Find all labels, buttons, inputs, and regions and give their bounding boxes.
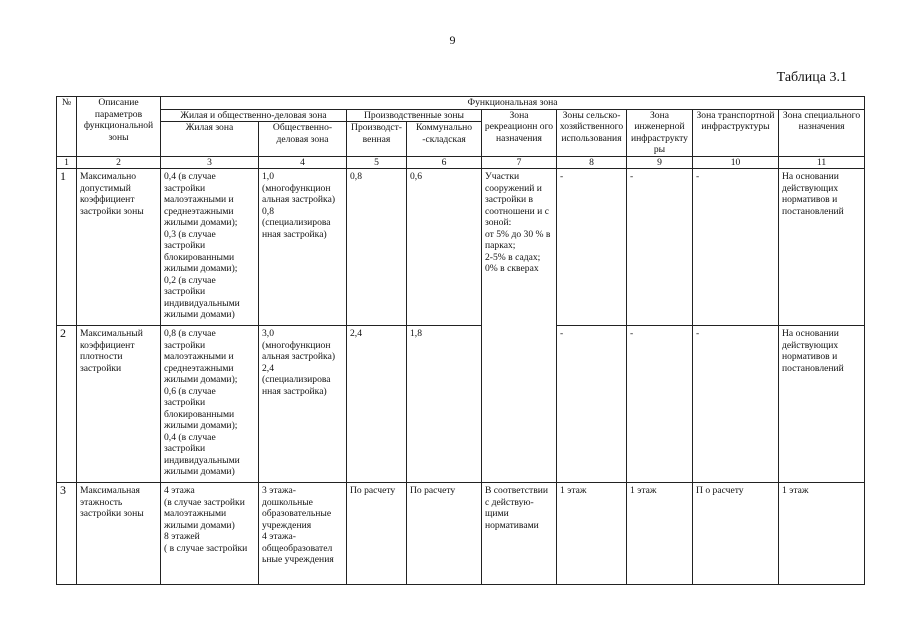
cell-special: На основании действующих нормативов и постановлений: [779, 169, 865, 326]
header-production-group: Производственные зоны: [347, 109, 482, 122]
row-number: 3: [57, 483, 77, 585]
cell-residential: 4 этажа (в случае застройки малоэтажными жилыми домами) 8 этажей ( в случае застройки: [161, 483, 259, 585]
row-description: Максимально допустимый коэффициент застройки зоны: [77, 169, 161, 326]
row-number: 2: [57, 326, 77, 483]
cell-agricultural: 1 этаж: [557, 483, 627, 585]
row-number: 1: [57, 169, 77, 326]
header-functional-zone: Функциональная зона: [161, 97, 865, 110]
col-number: 9: [627, 156, 693, 169]
cell-recreation: Участки сооружений и застройки в соотношени и с зоной: от 5% до 30 % в парках; 2-5% в садах; 0% в скверах: [482, 169, 557, 483]
header-col-residential: Жилая зона: [161, 122, 259, 157]
cell-special: На основании действующих нормативов и постановлений: [779, 326, 865, 483]
header-num: №: [57, 97, 77, 157]
header-col-engineering: Зона инженерной инфраструкту ры: [627, 109, 693, 156]
table-row: [57, 169, 865, 326]
col-number: 8: [557, 156, 627, 169]
cell-public: 3,0 (многофункцион альная застройка) 2,4 (специализирова нная застройка): [259, 326, 347, 483]
col-number: 7: [482, 156, 557, 169]
header-col-agricultural: Зоны сельско-хозяйственного использования: [557, 109, 627, 156]
cell-transport: -: [693, 169, 779, 326]
cell-communal: По расчету: [407, 483, 482, 585]
cell-public: 3 этажа-дошкольные образовательные учреждения 4 этажа-общеобразовател ьные учреждения: [259, 483, 347, 585]
col-number: 5: [347, 156, 407, 169]
col-number: 10: [693, 156, 779, 169]
cell-special: 1 этаж: [779, 483, 865, 585]
cell-residential: 0,8 (в случае застройки малоэтажными и среднеэтажными жилыми домами); 0,6 (в случае застройки блокированными жилыми домами); 0,4 (в случае застройки индивидуальными жилыми домами): [161, 326, 259, 483]
cell-agricultural: -: [557, 169, 627, 326]
header-description: Описание параметров функциональной зоны: [77, 97, 161, 157]
table-caption: Таблица 3.1: [776, 70, 847, 85]
page-number: 9: [449, 33, 456, 47]
cell-recreation: В соответствии с действую-щими нормативами: [482, 483, 557, 585]
cell-engineering: -: [627, 169, 693, 326]
cell-production: По расчету: [347, 483, 407, 585]
cell-agricultural: -: [557, 326, 627, 483]
table-row: [57, 326, 865, 483]
cell-public: 1,0 (многофункцион альная застройка) 0,8 (специализирова нная застройка): [259, 169, 347, 326]
cell-production: 2,4: [347, 326, 407, 483]
header-col-transport: Зона транспортной инфраструктуры: [693, 109, 779, 156]
cell-production: 0,8: [347, 169, 407, 326]
cell-transport: П о расчету: [693, 483, 779, 585]
row-description: Максимальный коэффициент плотности застройки: [77, 326, 161, 483]
col-number: 2: [77, 156, 161, 169]
header-col-recreation: Зона рекреационн ого назначения: [482, 109, 557, 156]
cell-engineering: -: [627, 326, 693, 483]
col-number: 1: [57, 156, 77, 169]
col-number: 3: [161, 156, 259, 169]
header-residential-group: Жилая и общественно-деловая зона: [161, 109, 347, 122]
header-col-production: Производст-венная: [347, 122, 407, 157]
col-number: 4: [259, 156, 347, 169]
table-row: [57, 483, 865, 585]
functional-zones-table: [56, 96, 865, 585]
col-number: 6: [407, 156, 482, 169]
header-col-communal: Коммунально -складская: [407, 122, 482, 157]
header-col-public: Общественно-деловая зона: [259, 122, 347, 157]
cell-transport: -: [693, 326, 779, 483]
cell-engineering: 1 этаж: [627, 483, 693, 585]
cell-communal: 1,8: [407, 326, 482, 483]
col-number: 11: [779, 156, 865, 169]
cell-communal: 0,6: [407, 169, 482, 326]
row-description: Максимальная этажность застройки зоны: [77, 483, 161, 585]
header-col-special: Зона специального назначения: [779, 109, 865, 156]
cell-residential: 0,4 (в случае застройки малоэтажными и среднеэтажными жилыми домами); 0,3 (в случае застройки блокированными жилыми домами); 0,2 (в случае застройки индивидуальными жилыми домами): [161, 169, 259, 326]
